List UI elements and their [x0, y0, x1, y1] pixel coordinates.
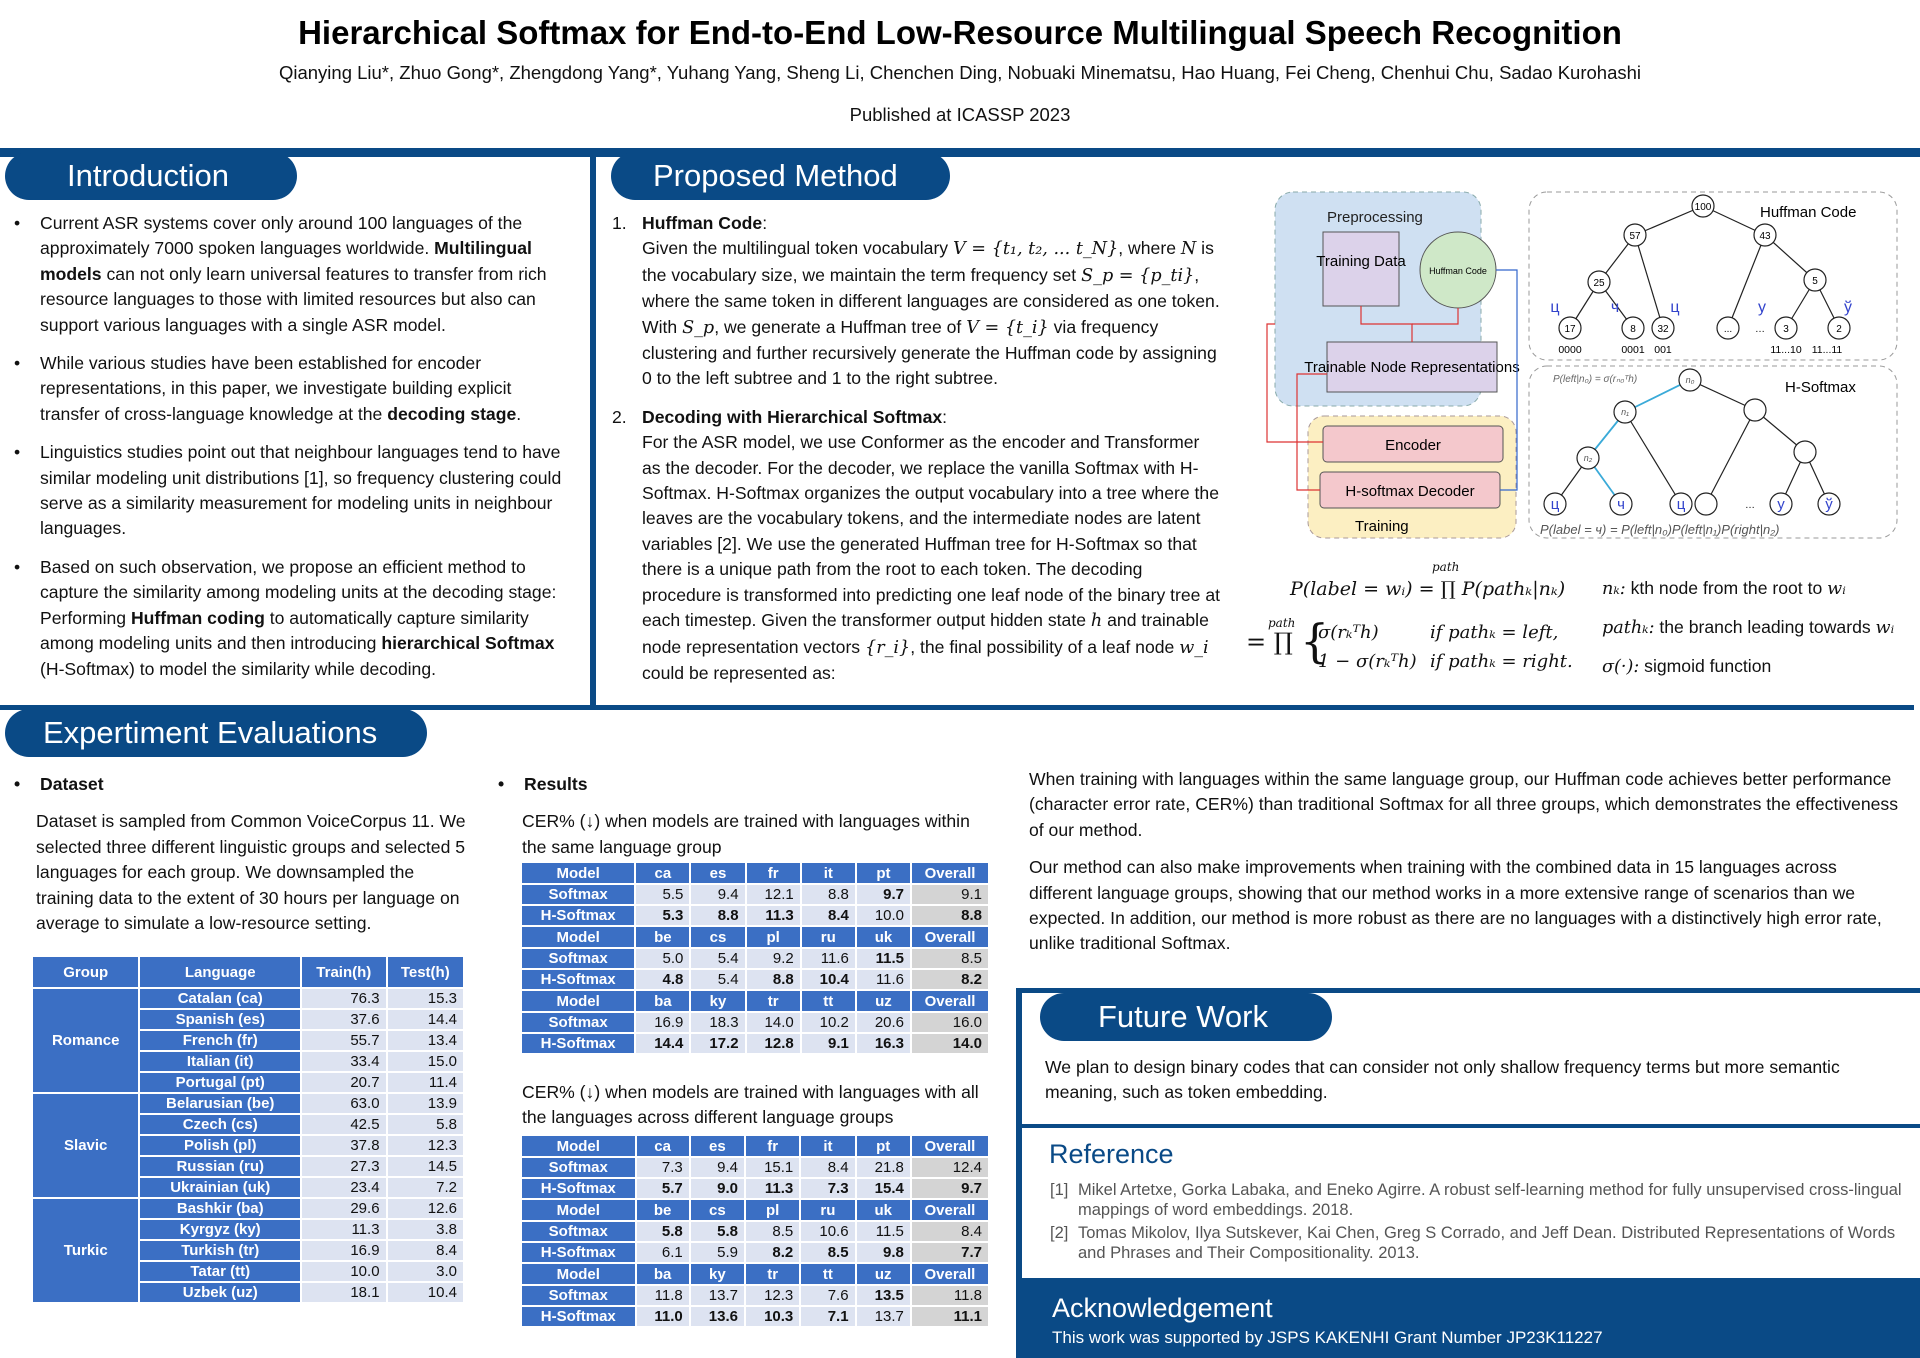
discussion — [1029, 767, 1899, 957]
table-header-cell: pl — [746, 1200, 799, 1220]
cer-value-cell: 12.8 — [747, 1034, 800, 1053]
train-hours-cell: 37.8 — [302, 1136, 386, 1155]
introduction-body — [6, 211, 572, 695]
definition-nk: nₖ: kth node from the root to wᵢ — [1602, 578, 1846, 599]
cer-value-cell: 5.4 — [691, 970, 744, 989]
tree-ellipsis: … — [1755, 324, 1765, 335]
cer-value-cell: 13.5 — [857, 1286, 910, 1305]
cer-value-cell: 8.4 — [912, 1222, 988, 1241]
node-3: 3 — [1783, 324, 1789, 335]
test-hours-cell: 11.4 — [388, 1073, 463, 1092]
cer-value-cell: 9.1 — [912, 885, 988, 904]
cer-value-cell: 5.0 — [636, 949, 689, 968]
group-cell: Romance — [33, 989, 138, 1092]
intro-bullet-2: • While various studies have been established for encoder representations, in this paper, we investigate building explicit transfer of cross-language knowledge at the decoding stage. — [6, 351, 572, 427]
test-hours-cell: 8.4 — [388, 1241, 463, 1260]
test-hours-cell: 13.9 — [388, 1094, 463, 1113]
cer-value-cell: 9.8 — [857, 1243, 910, 1262]
cer-value-cell: 5.9 — [691, 1243, 744, 1262]
cer-value-cell: 5.4 — [691, 949, 744, 968]
definition-pathk: pathₖ: the branch leading towards wᵢ — [1602, 617, 1895, 638]
train-hours-cell: 20.7 — [302, 1073, 386, 1092]
table-header-cell: Model — [522, 863, 634, 883]
train-hours-cell: 27.3 — [302, 1157, 386, 1176]
language-cell: Italian (it) — [140, 1052, 300, 1071]
table-header-cell: tt — [802, 991, 855, 1011]
node-2: 2 — [1836, 324, 1842, 335]
cer-value-cell: 5.7 — [637, 1179, 689, 1198]
test-hours-cell: 15.0 — [388, 1052, 463, 1071]
results-table-2 — [520, 1134, 990, 1328]
hs-node-n1: n₁ — [1621, 407, 1629, 417]
table-header-cell: Overall — [912, 863, 988, 883]
hs-node-n0: n₀ — [1685, 375, 1695, 385]
char-ts-2: ц — [1670, 299, 1680, 316]
train-hours-cell: 29.6 — [302, 1199, 386, 1218]
model-cell: Softmax — [522, 1222, 635, 1241]
code-001: 001 — [1654, 344, 1672, 356]
method-item-decoding: 2. Decoding with Hierarchical Softmax: For the ASR model, we use Conformer as the encoder and Transformer as the decoder. For the decoder, we replace the vanilla Softmax with H-Softmax. H-Softmax organizes the output vocabulary into a tree where the leaves are the vocabulary tokens, and the intermediate nodes are latent variables [2]. We use the generated Huffman tree for H-Softmax so that there is a unique path from the root to each token. The decoding procedure is transformed into predicting one leaf node of the binary tree at each timestep. Given the transformer output hidden state h and trainable node representation vectors {r_i}, the final possibility of a leaf node w_i could be represented as: — [612, 406, 1221, 683]
dataset-table — [31, 955, 465, 1304]
formula-p-label: P(label = wᵢ) = ∏ P(pathₖ|nₖ) — [1290, 578, 1566, 600]
node-32: 32 — [1657, 324, 1669, 335]
table-row — [522, 1034, 988, 1053]
table-header-cell: Model — [522, 1200, 635, 1220]
group-cell: Turkic — [33, 1199, 138, 1302]
table-row — [522, 1307, 988, 1326]
model-cell: H-Softmax — [522, 1179, 635, 1198]
hs-leaf-ch: ч — [1617, 496, 1625, 513]
section-heading-future-work: Future Work — [1040, 993, 1332, 1041]
table-header-cell: pl — [747, 927, 800, 947]
table-header-cell: ky — [691, 1264, 744, 1284]
train-hours-cell: 10.0 — [302, 1262, 386, 1281]
cer-value-cell: 7.7 — [912, 1243, 988, 1262]
cer-value-cell: 10.6 — [801, 1222, 854, 1241]
cer-value-cell: 9.0 — [691, 1179, 744, 1198]
model-cell: H-Softmax — [522, 1307, 635, 1326]
train-hours-cell: 63.0 — [302, 1094, 386, 1113]
node-25: 25 — [1593, 278, 1605, 289]
language-cell: Uzbek (uz) — [140, 1283, 300, 1302]
cer-value-cell: 16.9 — [636, 1013, 689, 1032]
cer-value-cell: 10.2 — [802, 1013, 855, 1032]
table-header-cell: es — [691, 1136, 744, 1156]
table-row — [522, 949, 988, 968]
cer-value-cell: 9.1 — [802, 1034, 855, 1053]
node-5: 5 — [1812, 276, 1818, 287]
table-header-cell: Overall — [912, 1200, 988, 1220]
language-cell: Spanish (es) — [140, 1010, 300, 1029]
train-hours-cell: 11.3 — [302, 1220, 386, 1239]
formula-path-label: path — [1432, 560, 1460, 574]
language-cell: Portugal (pt) — [140, 1073, 300, 1092]
test-hours-cell: 5.8 — [388, 1115, 463, 1134]
cer-value-cell: 11.3 — [747, 906, 800, 925]
language-cell: Bashkir (ba) — [140, 1199, 300, 1218]
table-header-cell: es — [691, 863, 744, 883]
test-hours-cell: 14.4 — [388, 1010, 463, 1029]
table-header-cell: it — [801, 1136, 854, 1156]
results-caption-2: CER% (↓) when models are trained with languages with all the languages across different language groups — [522, 1082, 979, 1128]
cer-value-cell: 11.3 — [746, 1179, 799, 1198]
table-header-cell: be — [637, 1200, 689, 1220]
cer-value-cell: 12.3 — [746, 1286, 799, 1305]
table-header-cell: Overall — [912, 1264, 988, 1284]
formula-product: = ∏ — [1246, 628, 1293, 656]
code-11-10: 11...10 — [1770, 344, 1802, 356]
test-hours-cell: 12.6 — [388, 1199, 463, 1218]
results-section: • Results CER% (↓) when models are trained with languages within the same language group — [490, 772, 990, 860]
poster-title: Hierarchical Softmax for End-to-End Low-Resource Multilingual Speech Recognition — [298, 14, 1622, 51]
p-left-formula: P(left|n₀) = σ(rₙ₀ᵀh) — [1553, 374, 1638, 385]
dataset-section: • Dataset Dataset is sampled from Common VoiceCorpus 11. We selected three different linguistic groups and selected 5 languages for each group. We downsampled the training data to the extent of 30 hours per language on average to simulate a low-resource setting. — [6, 772, 476, 936]
cer-value-cell: 8.8 — [747, 970, 800, 989]
cer-value-cell: 6.1 — [637, 1243, 689, 1262]
cer-value-cell: 5.3 — [636, 906, 689, 925]
train-hours-cell: 37.6 — [302, 1010, 386, 1029]
model-cell: H-Softmax — [522, 906, 634, 925]
language-cell: Catalan (ca) — [140, 989, 300, 1008]
table-header-cell: Model — [522, 1136, 635, 1156]
discussion-paragraph-1: When training with languages within the same language group, our Huffman code achieves better performance (character error rate, CER%) than traditional Softmax for all three groups, which demonstrates the effectiveness of our method. — [1029, 769, 1899, 840]
code-11-11: 11...11 — [1811, 344, 1843, 356]
language-cell: Tatar (tt) — [140, 1262, 300, 1281]
table-header-row — [522, 1264, 988, 1284]
table-header-cell: uk — [857, 1200, 910, 1220]
cer-value-cell: 14.0 — [912, 1034, 988, 1053]
cer-value-cell: 11.5 — [857, 949, 910, 968]
test-hours-cell: 15.3 — [388, 989, 463, 1008]
cer-value-cell: 11.6 — [802, 949, 855, 968]
cer-value-cell: 8.2 — [746, 1243, 799, 1262]
cer-value-cell: 12.4 — [912, 1158, 988, 1177]
cer-value-cell: 9.7 — [912, 1179, 988, 1198]
cer-value-cell: 13.6 — [691, 1307, 744, 1326]
code-0000: 0000 — [1558, 344, 1582, 356]
table-header-cell: Train(h) — [302, 957, 386, 987]
table-row — [522, 1286, 988, 1305]
language-cell: Belarusian (be) — [140, 1094, 300, 1113]
formula-brace: { — [1300, 614, 1330, 668]
hs-leaf-u-short: ў — [1825, 496, 1833, 513]
formula-cond-2: if pathₖ = right. — [1430, 651, 1573, 672]
table-row — [522, 1243, 988, 1262]
language-cell: Ukrainian (uk) — [140, 1178, 300, 1197]
preprocessing-label: Preprocessing — [1327, 209, 1423, 226]
table-header-cell: Overall — [912, 927, 988, 947]
cer-value-cell: 11.5 — [857, 1222, 910, 1241]
char-u: у — [1758, 299, 1766, 316]
train-hours-cell: 33.4 — [302, 1052, 386, 1071]
cer-value-cell: 8.5 — [912, 949, 988, 968]
hsoftmax-decoder-label: H-softmax Decoder — [1345, 483, 1475, 500]
cer-value-cell: 7.6 — [801, 1286, 854, 1305]
method-item-huffman: 1. Huffman Code: Given the multilingual token vocabulary V = {t₁, t₂, ... t_N}, where N is the vocabulary size, we maintain the term frequency set S_p = {p_ti}, where the same token in different languages are considered as one token. With S_p, we generate a Huffman tree of V = {t_i} via frequency clustering and further recursively generate the Huffman code by assigning 0 to the left subtree and 1 to the right subtree. — [612, 213, 1220, 389]
table-header-cell: Overall — [912, 1136, 988, 1156]
table-row — [522, 1013, 988, 1032]
model-cell: Softmax — [522, 1286, 635, 1305]
table-header-cell: ky — [691, 991, 744, 1011]
author-list: Qianying Liu*, Zhuo Gong*, Zhengdong Yang*, Yuhang Yang, Sheng Li, Chenchen Ding, Nobuaki Minematsu, Hao Huang, Fei Cheng, Chenhui Chu, Sadao Kurohashi — [278, 62, 1642, 83]
cer-value-cell: 17.2 — [691, 1034, 744, 1053]
encoder-label: Encoder — [1385, 437, 1441, 454]
cer-value-cell: 5.8 — [637, 1222, 689, 1241]
huffman-code-small-label: Huffman Code — [1429, 266, 1487, 276]
model-cell: Softmax — [522, 1013, 634, 1032]
hs-node-n2: n₂ — [1583, 453, 1593, 463]
table-row — [522, 906, 988, 925]
reference-heading: Reference — [1049, 1139, 1174, 1169]
cer-value-cell: 9.7 — [857, 885, 910, 904]
table-header-cell: pt — [857, 1136, 910, 1156]
cer-value-cell: 7.3 — [801, 1179, 854, 1198]
acknowledgement-heading: Acknowledgement — [1052, 1293, 1273, 1323]
reference-item: [1] Mikel Artetxe, Gorka Labaka, and Eneko Agirre. A robust self-learning method for fully unsupervised cross-lingual mappings of word embeddings. 2018. — [1050, 1181, 1902, 1219]
cer-value-cell: 5.8 — [691, 1222, 744, 1241]
future-divider-bottom — [1016, 1124, 1920, 1128]
results-table-1 — [520, 861, 990, 1055]
table-header-cell: uk — [857, 927, 910, 947]
table-header-cell: ru — [801, 1200, 854, 1220]
cer-value-cell: 8.5 — [746, 1222, 799, 1241]
table-row — [522, 970, 988, 989]
cer-value-cell: 8.2 — [912, 970, 988, 989]
header-divider — [0, 148, 1920, 157]
table-header-row — [522, 863, 988, 883]
table-header-row — [522, 1200, 988, 1220]
cer-value-cell: 5.5 — [636, 885, 689, 904]
table-header-cell: it — [802, 863, 855, 883]
cer-value-cell: 7.3 — [637, 1158, 689, 1177]
table-row — [522, 1158, 988, 1177]
language-cell: French (fr) — [140, 1031, 300, 1050]
train-hours-cell: 42.5 — [302, 1115, 386, 1134]
train-hours-cell: 16.9 — [302, 1241, 386, 1260]
node-17: 17 — [1564, 324, 1576, 335]
method-body — [610, 211, 1222, 699]
dataset-title: Dataset — [40, 774, 104, 794]
table-header-row — [522, 991, 988, 1011]
cer-value-cell: 9.4 — [691, 885, 744, 904]
table-row — [33, 1094, 463, 1113]
cer-value-cell: 14.0 — [747, 1013, 800, 1032]
cer-value-cell: 8.8 — [802, 885, 855, 904]
acknowledgement-text: This work was supported by JSPS KAKENHI Grant Number JP23K11227 — [1052, 1328, 1603, 1347]
intro-bullet-4: • Based on such observation, we propose an efficient method to capture the similarity among modeling units at the decoding stage: Performing Huffman coding to automatically capture similarity among modeling units and then introducing hierarchical Softmax (H-Softmax) to model the similarity while decoding. — [6, 555, 572, 682]
training-label: Training — [1355, 518, 1409, 535]
model-cell: H-Softmax — [522, 1034, 634, 1053]
intro-bullet-1: • Current ASR systems cover only around 100 languages of the approximately 7000 spoken languages worldwide. Multilingual models can not only learn universal features to transfer from rich resource languages to those with limited resources but also can support various languages with a single ASR model. — [6, 211, 572, 338]
dataset-text: Dataset is sampled from Common VoiceCorpus 11. We selected three different linguistic groups and selected 5 languages for each group. We downsampled the training data to the extent of 30 hours per language on average to simulate a low-resource setting. — [36, 811, 466, 934]
results-caption-1: CER% (↓) when models are trained with languages within the same language group — [522, 811, 970, 857]
char-ch: ч — [1610, 299, 1620, 316]
table-header-cell: tr — [747, 991, 800, 1011]
code-0001: 0001 — [1621, 344, 1645, 356]
table-header-cell: Model — [522, 927, 634, 947]
cer-value-cell: 16.0 — [912, 1013, 988, 1032]
table-header-cell: ba — [637, 1264, 689, 1284]
cer-value-cell: 13.7 — [857, 1307, 910, 1326]
cer-value-cell: 8.8 — [912, 906, 988, 925]
train-hours-cell: 18.1 — [302, 1283, 386, 1302]
reference-item: [2] Tomas Mikolov, Ilya Sutskever, Kai Chen, Greg S Corrado, and Jeff Dean. Distributed Representations of Words and Phrases and Their Compositionality. 2013. — [1050, 1224, 1896, 1262]
char-ts-1: ц — [1550, 299, 1560, 316]
table-header-cell: fr — [747, 863, 800, 883]
table-row — [33, 989, 463, 1008]
cer-value-cell: 12.1 — [747, 885, 800, 904]
language-cell: Kyrgyz (ky) — [140, 1220, 300, 1239]
table-header-cell: be — [636, 927, 689, 947]
table-header-cell: tr — [746, 1264, 799, 1284]
cer-value-cell: 8.4 — [802, 906, 855, 925]
node-ellipsis: ... — [1723, 324, 1733, 335]
hs-leaf-ts-2: ц — [1676, 496, 1686, 513]
cer-value-cell: 21.8 — [857, 1158, 910, 1177]
formula-case-2: 1 − σ(rₖᵀh) — [1318, 651, 1417, 672]
definition-sigma: σ(·): sigmoid function — [1602, 656, 1772, 677]
column-divider — [590, 148, 596, 708]
huffman-tree-title: Huffman Code — [1760, 204, 1857, 221]
trainable-node-label: Trainable Node Representations — [1304, 359, 1520, 376]
cer-value-cell: 11.8 — [637, 1286, 689, 1305]
table-row — [522, 885, 988, 904]
table-header-cell: ca — [637, 1136, 689, 1156]
table-row — [522, 1179, 988, 1198]
cer-value-cell: 10.3 — [746, 1307, 799, 1326]
formula-case-1: σ(rₖᵀh) — [1318, 622, 1379, 643]
model-cell: H-Softmax — [522, 1243, 635, 1262]
table-header-cell: cs — [691, 1200, 744, 1220]
results-title: Results — [524, 774, 588, 794]
cer-value-cell: 11.6 — [857, 970, 910, 989]
cer-value-cell: 11.8 — [912, 1286, 988, 1305]
table-header-cell: Model — [522, 991, 634, 1011]
model-cell: Softmax — [522, 949, 634, 968]
table-header-cell: Group — [33, 957, 138, 987]
cer-value-cell: 15.1 — [746, 1158, 799, 1177]
train-hours-cell: 23.4 — [302, 1178, 386, 1197]
cer-value-cell: 10.4 — [802, 970, 855, 989]
table-header-cell: uz — [857, 991, 910, 1011]
formula-cond-1: if pathₖ = left, — [1430, 622, 1559, 643]
table-header-cell: Test(h) — [388, 957, 463, 987]
table-header-row — [522, 1136, 988, 1156]
cer-value-cell: 11.0 — [637, 1307, 689, 1326]
table-row — [33, 1199, 463, 1218]
cer-value-cell: 9.2 — [747, 949, 800, 968]
hsoftmax-tree-title: H-Softmax — [1785, 379, 1856, 396]
training-data-label: Training Data — [1316, 253, 1406, 270]
train-hours-cell: 55.7 — [302, 1031, 386, 1050]
section-heading-proposed-method: Proposed Method — [611, 152, 950, 200]
table-header-cell: ru — [802, 927, 855, 947]
group-cell: Slavic — [33, 1094, 138, 1197]
discussion-paragraph-2: Our method can also make improvements when training with the combined data in 15 languages across different language groups, showing that our method works in a more extensive range of scenarios than we expected. In addition, our method is more robust as there are no languages with a distinctively high error rate, unlike traditional Softmax. — [1029, 857, 1882, 954]
table-header-row — [522, 927, 988, 947]
test-hours-cell: 10.4 — [388, 1283, 463, 1302]
hs-leaf-u: у — [1777, 496, 1785, 513]
table-header-cell: fr — [746, 1136, 799, 1156]
formula-path-label-2: path — [1268, 616, 1296, 630]
hs-ellipsis: … — [1745, 500, 1755, 511]
cer-value-cell: 16.3 — [857, 1034, 910, 1053]
future-work-text: We plan to design binary codes that can consider not only shallow frequency terms but more semantic meaning, such as token embedding. — [1045, 1057, 1840, 1103]
table-header-cell: cs — [691, 927, 744, 947]
reference-list — [1050, 1180, 1910, 1266]
cer-value-cell: 14.4 — [636, 1034, 689, 1053]
test-hours-cell: 3.8 — [388, 1220, 463, 1239]
model-cell: Softmax — [522, 1158, 635, 1177]
table-header-cell: Overall — [912, 991, 988, 1011]
cer-value-cell: 8.8 — [691, 906, 744, 925]
cer-value-cell: 8.4 — [801, 1158, 854, 1177]
cer-value-cell: 11.1 — [912, 1307, 988, 1326]
cer-value-cell: 4.8 — [636, 970, 689, 989]
cer-value-cell: 8.5 — [801, 1243, 854, 1262]
table-header-cell: uz — [857, 1264, 910, 1284]
cer-value-cell: 18.3 — [691, 1013, 744, 1032]
table-header-cell: Model — [522, 1264, 635, 1284]
test-hours-cell: 13.4 — [388, 1031, 463, 1050]
model-cell: H-Softmax — [522, 970, 634, 989]
intro-bullet-3: • Linguistics studies point out that neighbour languages tend to have similar modeling unit distributions [1], so frequency clustering could serve as a similarity measurement for modeling units in neighbour languages. — [6, 440, 572, 542]
section-heading-introduction: Introduction — [5, 152, 297, 200]
table-header-cell: tt — [801, 1264, 854, 1284]
language-cell: Turkish (tr) — [140, 1241, 300, 1260]
cer-value-cell: 15.4 — [857, 1179, 910, 1198]
test-hours-cell: 12.3 — [388, 1136, 463, 1155]
table-header-row — [33, 957, 463, 987]
node-43: 43 — [1759, 231, 1771, 242]
node-8: 8 — [1630, 324, 1636, 335]
table-header-cell: pt — [857, 863, 910, 883]
test-hours-cell: 14.5 — [388, 1157, 463, 1176]
table-header-cell: ca — [636, 863, 689, 883]
cer-value-cell: 9.4 — [691, 1158, 744, 1177]
cer-value-cell: 13.7 — [691, 1286, 744, 1305]
model-cell: Softmax — [522, 885, 634, 904]
cer-value-cell: 7.1 — [801, 1307, 854, 1326]
node-57: 57 — [1629, 231, 1641, 242]
table-header-cell: ba — [636, 991, 689, 1011]
test-hours-cell: 3.0 — [388, 1262, 463, 1281]
language-cell: Polish (pl) — [140, 1136, 300, 1155]
table-row — [522, 1222, 988, 1241]
cer-value-cell: 10.0 — [857, 906, 910, 925]
hs-leaf-ts-1: ц — [1550, 496, 1560, 513]
language-cell: Czech (cs) — [140, 1115, 300, 1134]
p-label-formula: P(label = ч) = P(left|n₀)P(left|n₁)P(right|n₂) — [1540, 522, 1780, 537]
section-heading-experiments: Expertiment Evaluations — [5, 709, 427, 757]
table-header-cell: Language — [140, 957, 300, 987]
char-u-short: ў — [1844, 299, 1852, 316]
train-hours-cell: 76.3 — [302, 989, 386, 1008]
method-diagram — [1265, 184, 1905, 544]
publication-venue: Published at ICASSP 2023 — [849, 104, 1071, 125]
node-100: 100 — [1694, 202, 1712, 213]
language-cell: Russian (ru) — [140, 1157, 300, 1176]
cer-value-cell: 20.6 — [857, 1013, 910, 1032]
test-hours-cell: 7.2 — [388, 1178, 463, 1197]
